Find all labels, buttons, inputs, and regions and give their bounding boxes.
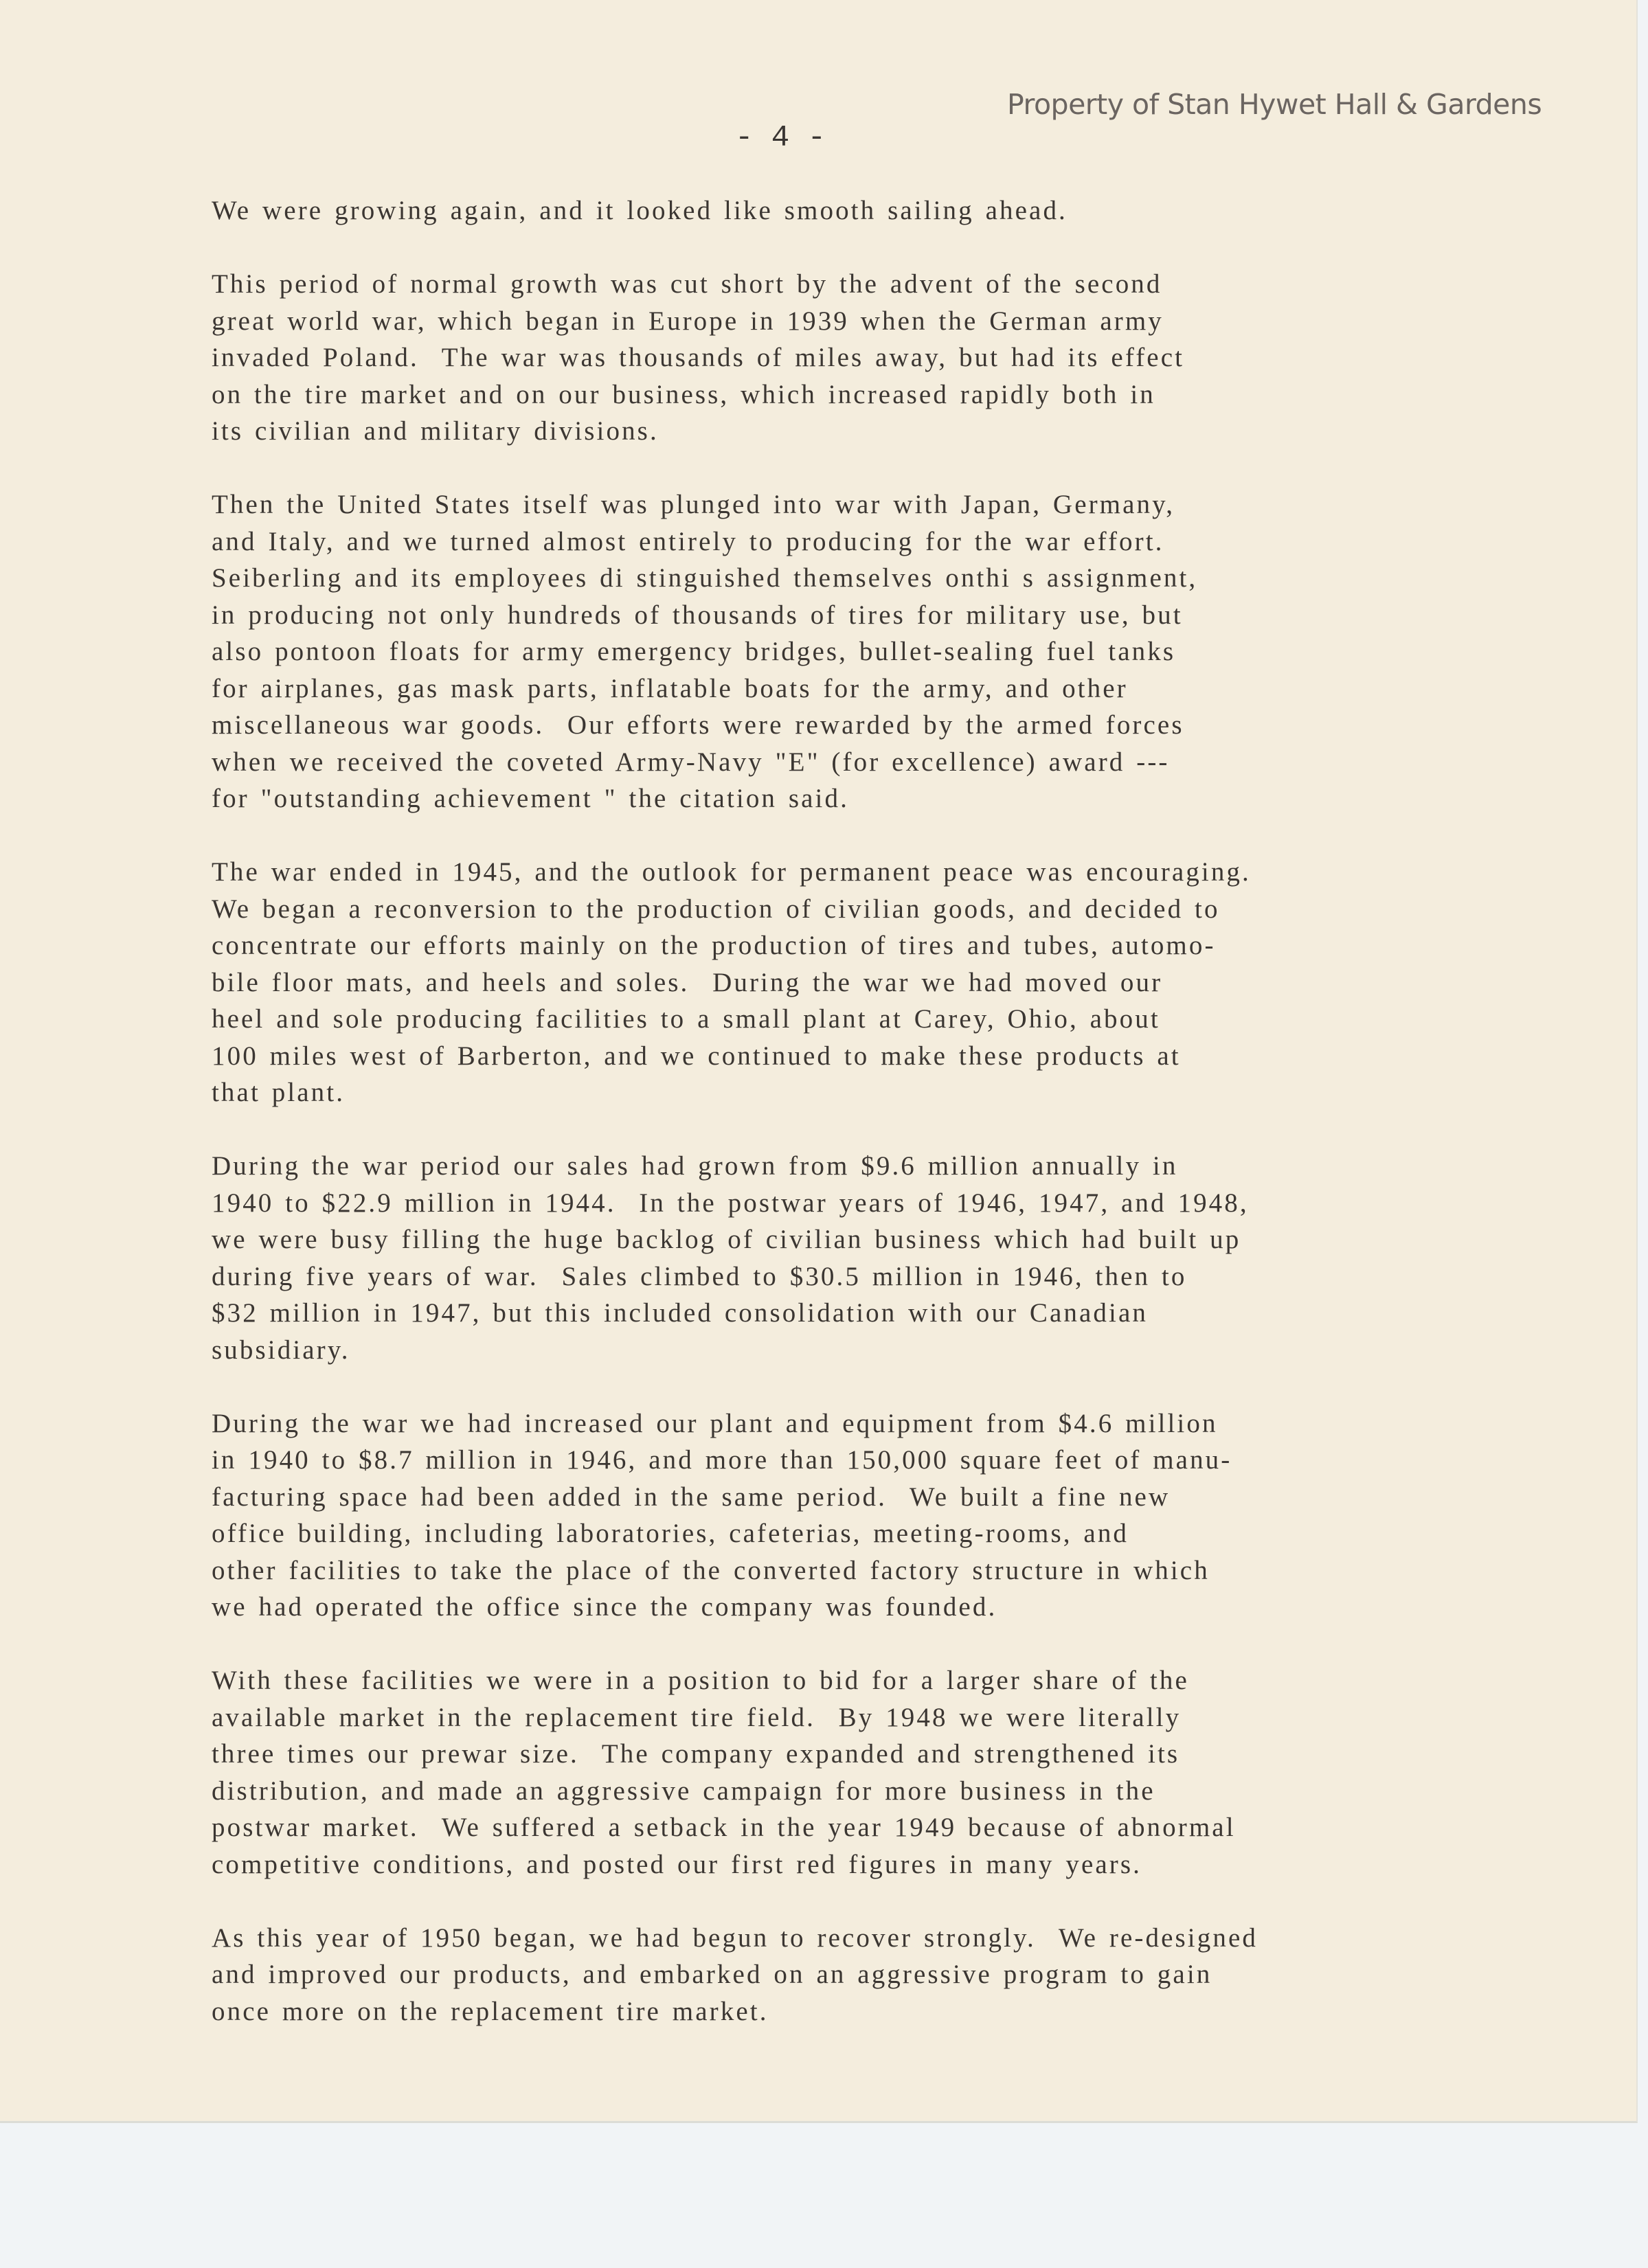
page-number: - 4 - [735, 121, 826, 155]
paragraph [212, 192, 1551, 229]
text-line: miscellaneous war goods. Our efforts were rewarded by the armed forces [212, 710, 1184, 740]
text-line: During the war we had increased our plant and equipment from $4.6 million [212, 1408, 1218, 1438]
text-line: facturing space had been added in the same period. We built a fine new [212, 1482, 1171, 1512]
ownership-watermark: Property of Stan Hywet Hall & Gardens [1007, 88, 1542, 121]
text-line: available market in the replacement tire field. By 1948 we were literally [212, 1702, 1182, 1732]
text-line: Then the United States itself was plunged into war with Japan, Germany, [212, 490, 1175, 519]
text-line: for airplanes, gas mask parts, inflatable boats for the army, and other [212, 673, 1128, 703]
text-line: we had operated the office since the company was founded. [212, 1592, 997, 1622]
paragraph [212, 266, 1551, 450]
text-line: Seiberling and its employees di stinguished themselves onthi s assignment, [212, 563, 1198, 593]
text-line: invaded Poland. The war was thousands of miles away, but had its effect [212, 343, 1185, 372]
text-line: distribution, and made an aggressive campaign for more business in the [212, 1776, 1155, 1806]
text-line: also pontoon floats for army emergency bridges, bullet-sealing fuel tanks [212, 637, 1176, 666]
paragraph [212, 1662, 1551, 1883]
text-line: concentrate our efforts mainly on the production of tires and tubes, automo- [212, 931, 1216, 960]
paragraph [212, 854, 1551, 1111]
text-line: 1940 to $22.9 million in 1944. In the postwar years of 1946, 1947, and 1948, [212, 1188, 1249, 1218]
text-line: other facilities to take the place of the converted factory structure in which [212, 1555, 1210, 1585]
text-line: heel and sole producing facilities to a small plant at Carey, Ohio, about [212, 1004, 1160, 1034]
document-body [212, 192, 1551, 2067]
text-line: three times our prewar size. The company expanded and strengthened its [212, 1739, 1180, 1769]
text-line: This period of normal growth was cut short by the advent of the second [212, 269, 1162, 299]
paragraph [212, 486, 1551, 817]
text-line: great world war, which began in Europe in 1939 when the German army [212, 306, 1164, 336]
text-line: office building, including laboratories, cafeterias, meeting-rooms, and [212, 1519, 1129, 1548]
text-line: on the tire market and on our business, which increased rapidly both in [212, 379, 1155, 409]
text-line: With these facilities we were in a position to bid for a larger share of the [212, 1666, 1189, 1695]
text-line: During the war period our sales had grown from $9.6 million annually in [212, 1151, 1178, 1181]
text-line: during five years of war. Sales climbed to $30.5 million in 1946, then to [212, 1261, 1187, 1291]
paragraph [212, 1920, 1551, 2030]
paragraph [212, 1405, 1551, 1626]
text-line: for "outstanding achievement " the citation said. [212, 784, 849, 813]
text-line: we were busy filling the huge backlog of civilian business which had built up [212, 1225, 1241, 1254]
paragraph [212, 1148, 1551, 1368]
text-line: once more on the replacement tire market. [212, 1996, 769, 2026]
text-line: The war ended in 1945, and the outlook for permanent peace was encouraging. [212, 857, 1251, 887]
text-line: its civilian and military divisions. [212, 416, 659, 446]
text-line: competitive conditions, and posted our first red figures in many years. [212, 1849, 1142, 1879]
text-line: As this year of 1950 began, we had begun to recover strongly. We re-designed [212, 1923, 1258, 1953]
text-line: when we received the coveted Army-Navy "E" (for excellence) award --- [212, 747, 1170, 777]
text-line: subsidiary. [212, 1335, 350, 1365]
text-line: and Italy, and we turned almost entirely to producing for the war effort. [212, 526, 1164, 556]
text-line: bile floor mats, and heels and soles. During the war we had moved our [212, 967, 1163, 997]
text-line: We began a reconversion to the production of civilian goods, and decided to [212, 894, 1220, 924]
text-line: and improved our products, and embarked on an aggressive program to gain [212, 1960, 1212, 1989]
text-line: in producing not only hundreds of thousands of tires for military use, but [212, 600, 1183, 630]
text-line: in 1940 to $8.7 million in 1946, and more than 150,000 square feet of manu- [212, 1445, 1232, 1475]
text-line: We were growing again, and it looked like smooth sailing ahead. [212, 196, 1068, 225]
text-line: postwar market. We suffered a setback in the year 1949 because of abnormal [212, 1813, 1236, 1842]
text-line: 100 miles west of Barberton, and we continued to make these products at [212, 1041, 1181, 1071]
text-line: $32 million in 1947, but this included consolidation with our Canadian [212, 1298, 1148, 1328]
text-line: that plant. [212, 1078, 346, 1107]
